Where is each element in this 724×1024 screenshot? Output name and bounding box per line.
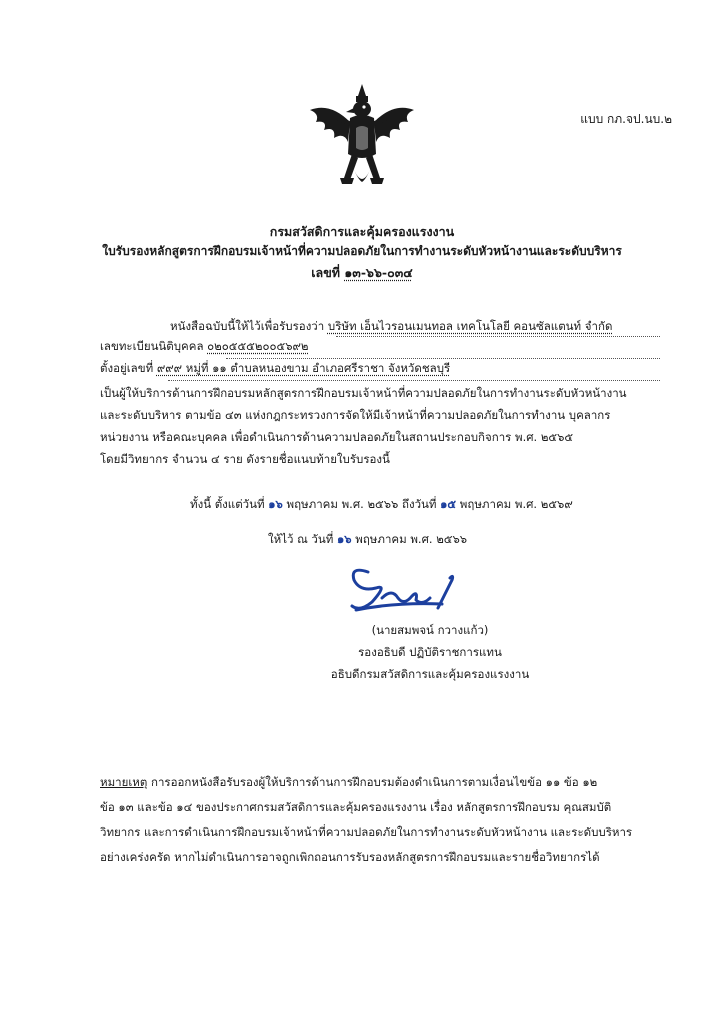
issued-day: ๑๖ xyxy=(336,532,352,546)
note-line-4: อย่างเคร่งครัด หากไม่ดำเนินการอาจถูกเพิกถอนการรับรองหลักสูตรการฝึกอบรมและรายชื่อวิทยากรได้ xyxy=(100,850,600,864)
note-label: หมายเหตุ xyxy=(100,775,148,789)
certificate-title: ใบรับรองหลักสูตรการฝึกอบรมเจ้าหน้าที่ความปลอดภัยในการทำงานระดับหัวหน้างานและระดับบริหาร xyxy=(102,244,622,258)
body-line-1: เป็นผู้ให้บริการด้านการฝึกอบรมหลักสูตรการฝึกอบรมเจ้าหน้าที่ความปลอดภัยในการทำงานระดับหัวหน้างาน xyxy=(100,386,627,400)
issued-line xyxy=(268,531,467,549)
company-name: บริษัท เอ็นไวรอนเมนทอล เทคโนโลยี คอนซัลแตนท์ จำกัด xyxy=(327,319,613,333)
certificate-number xyxy=(60,263,664,283)
handwritten-signature xyxy=(346,562,466,616)
signatory-on-behalf: อธิบดีกรมสวัสดิการและคุ้มครองแรงงาน xyxy=(330,667,530,681)
registration-dotted-rule xyxy=(226,358,660,359)
note-section xyxy=(100,770,680,870)
company-dotted-rule xyxy=(336,336,660,337)
validity-line xyxy=(190,496,573,514)
department-title: กรมสวัสดิการและคุ้มครองแรงงาน xyxy=(269,224,455,239)
validity-end-day: ๑๕ xyxy=(440,497,457,511)
garuda-emblem xyxy=(306,82,418,202)
body-line-3: หน่วยงาน หรือคณะบุคคล เพื่อดำเนินการด้านความปลอดภัยในสถานประกอบกิจการ พ.ศ. ๒๕๖๕ xyxy=(100,430,574,444)
issued-rest: พฤษภาคม พ.ศ. ๒๕๖๖ xyxy=(355,532,468,546)
validity-prefix: ทั้งนี้ ตั้งแต่วันที่ xyxy=(190,497,265,511)
number-label: เลขที่ xyxy=(311,265,340,280)
address-dotted-rule xyxy=(168,380,660,381)
registration-line xyxy=(100,338,309,356)
signatory-position: รองอธิบดี ปฏิบัติราชการแทน xyxy=(358,645,502,659)
certify-line xyxy=(170,318,612,336)
address-line xyxy=(100,360,450,378)
note-line-1-text: การออกหนังสือรับรองผู้ให้บริการด้านการฝึกอบรมต้องดำเนินการตามเงื่อนไขข้อ ๑๑ ข้อ ๑๒ xyxy=(151,775,598,789)
number-value: ๑๓-๖๖-๐๓๔ xyxy=(344,265,413,280)
note-line-2: ข้อ ๑๓ และข้อ ๑๔ ของประกาศกรมสวัสดิการและคุ้มครองแรงงาน เรื่อง หลักสูตรการฝึกอบรม คุณสมบัติ xyxy=(100,800,612,814)
body-line-4: โดยมีวิทยากร จำนวน ๔ ราย ดังรายชื่อแนบท้ายใบรับรองนี้ xyxy=(100,452,390,466)
note-line-3: วิทยากร และการดำเนินการฝึกอบรมเจ้าหน้าที่ความปลอดภัยในการทำงานระดับหัวหน้างาน และระดับบริหาร xyxy=(100,825,633,839)
address-label: ตั้งอยู่เลขที่ xyxy=(100,361,154,375)
certify-label: หนังสือฉบับนี้ให้ไว้เพื่อรับรองว่า xyxy=(170,319,325,333)
validity-start-day: ๑๖ xyxy=(268,497,283,511)
registration-value: ๐๒๐๕๕๕๒๐๐๕๖๙๒ xyxy=(207,339,309,353)
note-line-1 xyxy=(100,770,680,795)
validity-end-rest: พฤษภาคม พ.ศ. ๒๕๖๙ xyxy=(459,497,573,511)
registration-label: เลขทะเบียนนิติบุคคล xyxy=(100,339,204,353)
certificate-body xyxy=(100,382,660,470)
validity-to-label: ถึงวันที่ xyxy=(401,497,437,511)
issued-prefix: ให้ไว้ ณ วันที่ xyxy=(268,532,334,546)
body-line-2: และระดับบริหาร ตามข้อ ๔๓ แห่งกฎกระทรวงการจัดให้มีเจ้าหน้าที่ความปลอดภัยในการทำงาน บุคลากร xyxy=(100,408,611,422)
signatory-name: (นายสมพจน์ กวางแก้ว) xyxy=(371,623,489,637)
form-code: แบบ กภ.จป.นบ.๒ xyxy=(580,112,672,126)
address-value: ๙๙๙ หมู่ที่ ๑๑ ตำบลหนองขาม อำเภอศรีราชา จังหวัดชลบุรี xyxy=(156,361,451,375)
validity-start-rest: พฤษภาคม พ.ศ. ๒๕๖๖ xyxy=(286,497,399,511)
